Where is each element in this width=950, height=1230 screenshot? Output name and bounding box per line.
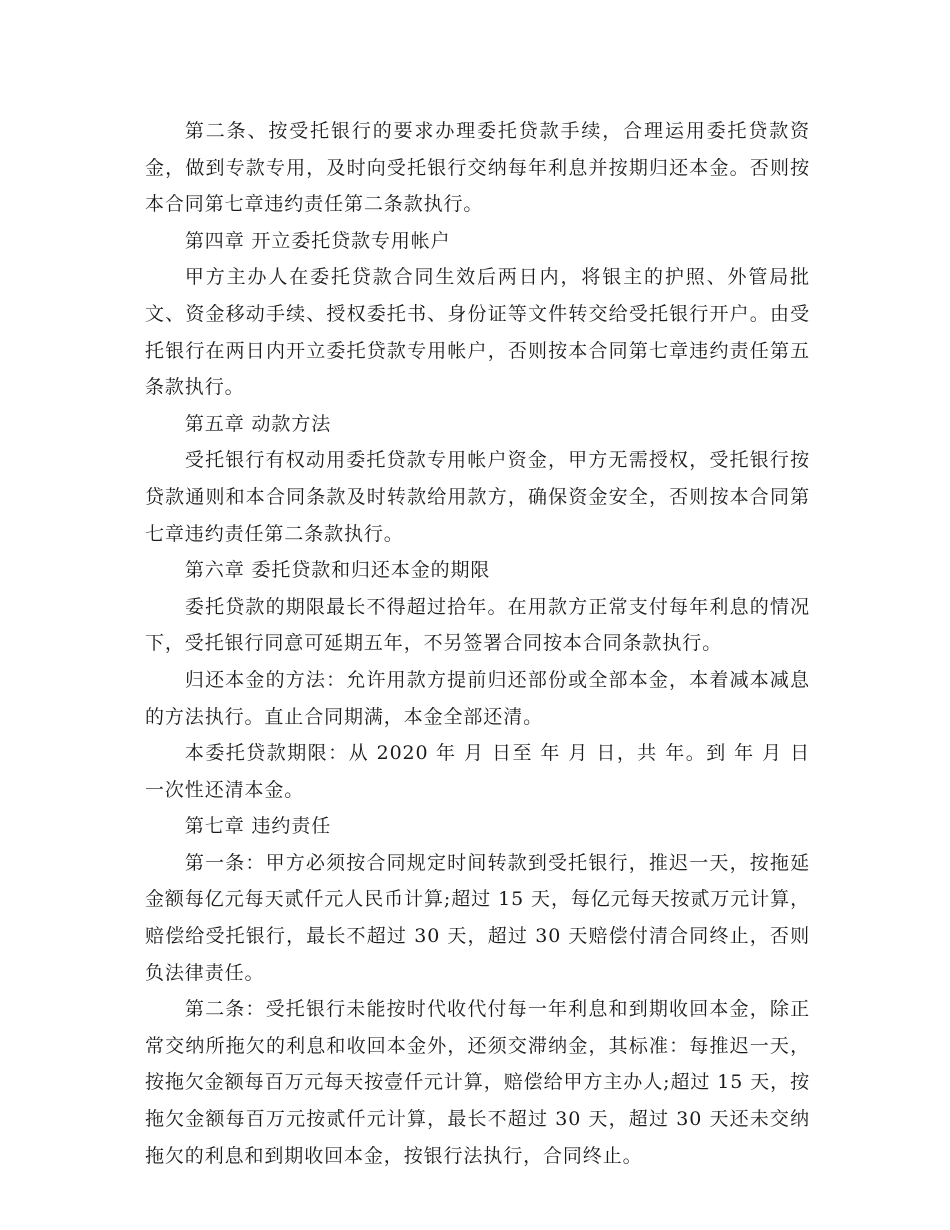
chapter-5-paragraph: 受托银行有权动用委托贷款专用帐户资金，甲方无需授权，受托银行按贷款通则和本合同条款及时转款给用款方，确保资金安全，否则按本合同第七章违约责任第二条款执行。 (145, 449, 810, 545)
document-body (145, 113, 810, 1174)
liability-article-2-paragraph: 第二条：受托银行未能按时代收代付每一年利息和到期收回本金，除正常交纳所拖欠的利息和收回本金外，还须交滞纳金，其标准：每推迟一天，按拖欠金额每百万元每天按壹仟元计算，赔偿给甲方主办人;超过 15 天，按拖欠金额每百万元按贰仟元计算，最长不超过 30 天，超过 30 天还未交纳拖欠的利息和到期收回本金，按银行法执行，合同终止。 (145, 998, 810, 1167)
chapter-4-heading: 第四章 开立委托贷款专用帐户 (184, 229, 451, 252)
liability-article-1-paragraph: 第一条：甲方必须按合同规定时间转款到受托银行，推迟一天，按拖延金额每亿元每天贰仟元人民币计算;超过 15 天，每亿元每天按贰万元计算，赔偿给受托银行，最长不超过 30 天，超过 30 天赔偿付清合同终止，否则负法律责任。 (145, 851, 810, 984)
chapter-7-heading: 第七章 违约责任 (184, 815, 332, 838)
chapter-5-heading: 第五章 动款方法 (184, 412, 332, 435)
loan-period-paragraph: 本委托贷款期限：从 2020 年 月 日至 年 月 日，共 年。到 年 月 日一次性还清本金。 (145, 742, 810, 801)
loan-term-paragraph: 委托贷款的期限最长不得超过拾年。在用款方正常支付每年利息的情况下，受托银行同意可延期五年，不另签署合同按本合同条款执行。 (145, 595, 810, 655)
chapter-6-heading: 第六章 委托贷款和归还本金的期限 (184, 559, 491, 582)
chapter-4-paragraph: 甲方主办人在委托贷款合同生效后两日内，将银主的护照、外管局批文、资金移动手续、授权委托书、身份证等文件转交给受托银行开户。由受托银行在两日内开立委托贷款专用帐户，否则按本合同第七章违约责任第五条款执行。 (145, 266, 810, 399)
article-2-paragraph: 第二条、按受托银行的要求办理委托贷款手续，合理运用委托贷款资金，做到专款专用，及时向受托银行交纳每年利息并按期归还本金。否则按本合同第七章违约责任第二条款执行。 (145, 120, 810, 216)
repayment-method-paragraph: 归还本金的方法：允许用款方提前归还部份或全部本金，本着减本减息的方法执行。直止合同期满，本金全部还清。 (145, 668, 810, 728)
